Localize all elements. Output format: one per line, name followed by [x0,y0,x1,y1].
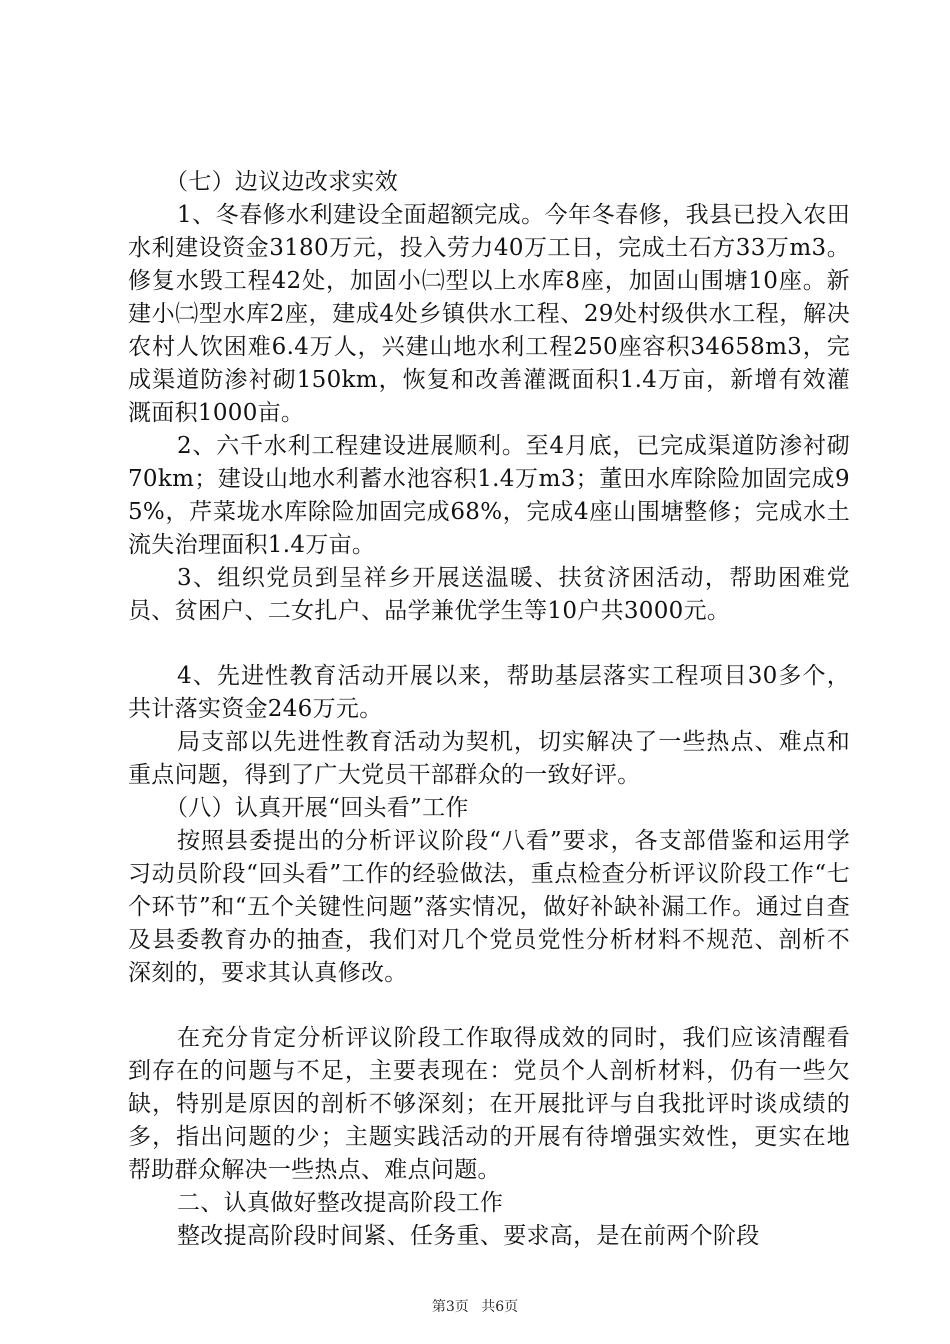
paragraph-review: 按照县委提出的分析评议阶段“八看”要求，各支部借鉴和运用学习动员阶段“回头看”工作的经验做法，重点检查分析评议阶段工作“七个环节”和“五个关键性问题”落实情况，做好补缺补漏工作。通过自查及县委教育办的抽查，我们对几个党员党性分析材料不规范、剖析不深刻的，要求其认真修改。 [128,828,850,986]
paragraph-item-1: 1、冬春修水利建设全面超额完成。今年冬春修，我县已投入农田水利建设资金3180万元，投入劳力40万工日，完成土石方33万m3。修复水毁工程42处，加固小㈡型以上水库8座，加固山围塘10座。新建小㈡型水库2座，建成4处乡镇供水工程、29处村级供水工程，解决农村人饮困难6.4万人，兴建山地水利工程250座容积34658m3，完成渠道防渗衬砌150km，恢复和改善灌溉面积1.4万亩，新增有效灌溉面积1000亩。 [128,202,850,426]
page-number: 第3页 [431,1299,469,1315]
paragraph-problems: 在充分肯定分析评议阶段工作取得成效的同时，我们应该清醒看到存在的问题与不足，主要表现在：党员个人剖析材料，仍有一些欠缺，特别是原因的剖析不够深刻；在开展批评与自我批评时谈成绩的多，指出问题的少；主题实践活动的开展有待增强实效性，更实在地帮助群众解决一些热点、难点问题。 [128,1025,850,1183]
paragraph-rectification: 整改提高阶段时间紧、任务重、要求高，是在前两个阶段 [177,1223,760,1249]
paragraph-item-2: 2、六千水利工程建设进展顺利。至4月底，已完成渠道防渗衬砌70km；建设山地水利蓄水池容积1.4万m3；董田水库除险加固完成95%，芹菜垅水库除险加固完成68%，完成4座山围塘整修；完成水土流失治理面积1.4万亩。 [128,433,850,558]
paragraph-item-3: 3、组织党员到呈祥乡开展送温暖、扶贫济困活动，帮助困难党员、贫困户、二女扎户、品学兼优学生等10户共3000元。 [128,565,850,624]
section-heading-8: （八）认真开展“回头看”工作 [165,795,469,821]
document-body [128,166,850,1253]
section-heading-7: （七）边议边改求实效 [165,169,398,195]
paragraph-summary: 局支部以先进性教育活动为契机，切实解决了一些热点、难点和重点问题，得到了广大党员干部群众的一致好评。 [128,729,850,788]
paragraph-item-4: 4、先进性教育活动开展以来，帮助基层落实工程项目30多个，共计落实资金246万元。 [128,663,850,722]
page-footer [0,1298,950,1316]
section-heading-2: 二、认真做好整改提高阶段工作 [177,1190,504,1216]
paragraph-spacer [128,990,850,1022]
page-total: 共6页 [481,1299,519,1315]
paragraph-spacer [128,628,850,660]
